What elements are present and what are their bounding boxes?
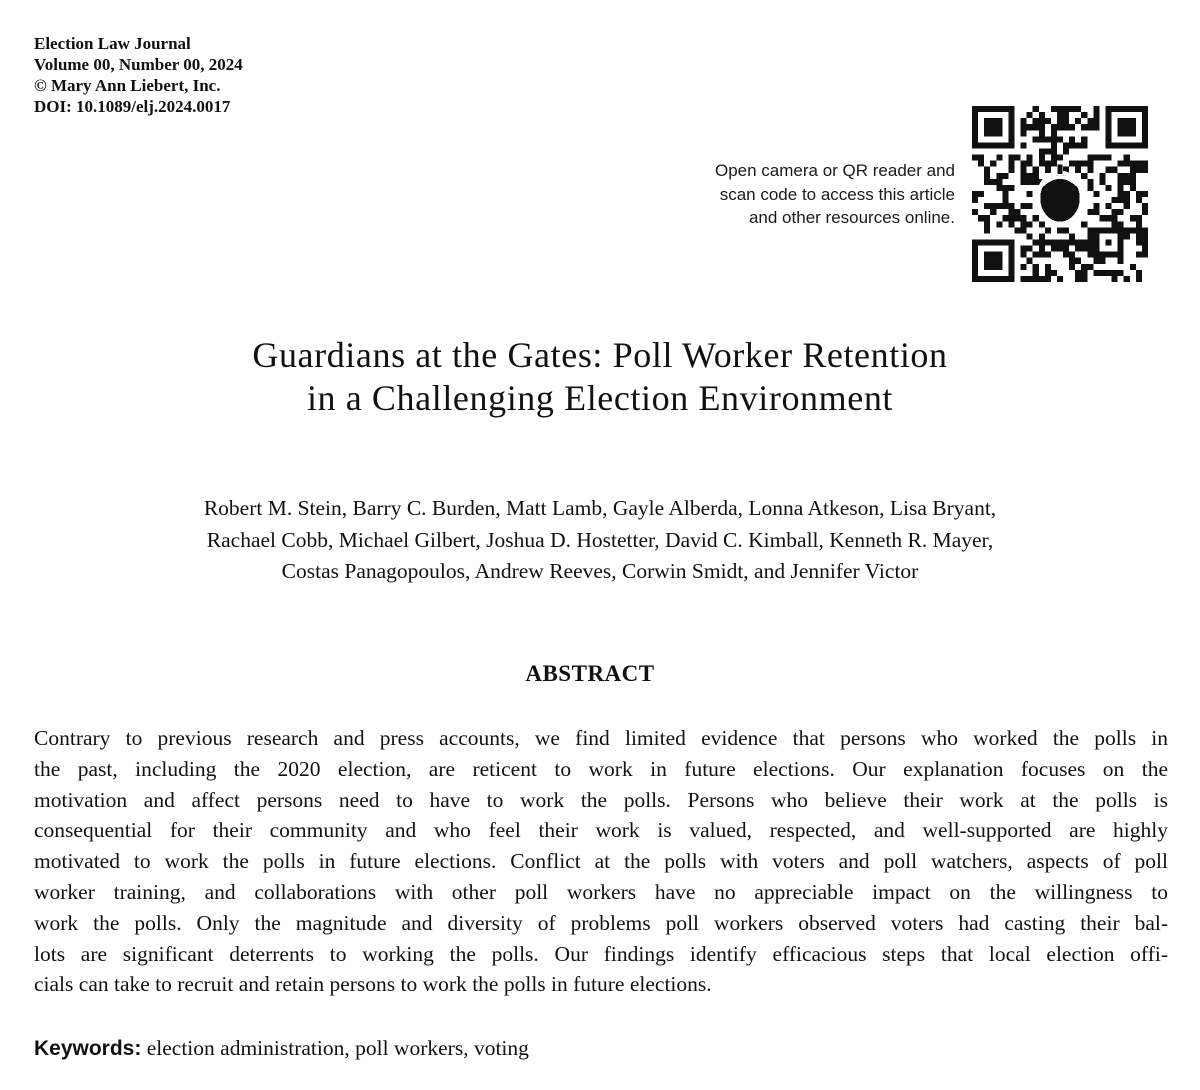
abstract-line: the past, including the 2020 election, are reticent to work in future elections. Our explanation focuses on the bbox=[34, 756, 1168, 781]
abstract-line: lots are significant deterrents to working the polls. Our findings identify efficacious steps that local election offi- bbox=[34, 941, 1168, 966]
journal-copyright: © Mary Ann Liebert, Inc. bbox=[34, 76, 221, 95]
abstract-line: work the polls. Only the magnitude and diversity of problems poll workers observed voters had casting their bal- bbox=[34, 910, 1168, 935]
keywords-label: Keywords: bbox=[34, 1037, 142, 1060]
keywords bbox=[34, 1036, 529, 1061]
keywords-value: election administration, poll workers, voting bbox=[146, 1036, 529, 1060]
qr-caption bbox=[635, 159, 955, 230]
journal-header bbox=[34, 33, 243, 117]
author-line: Rachael Cobb, Michael Gilbert, Joshua D. Hostetter, David C. Kimball, Kenneth R. Mayer, bbox=[206, 527, 994, 552]
journal-name: Election Law Journal bbox=[34, 34, 191, 53]
paper-title bbox=[0, 334, 1200, 420]
author-line: Robert M. Stein, Barry C. Burden, Matt Lamb, Gayle Alberda, Lonna Atkeson, Lisa Bryant, bbox=[203, 496, 997, 520]
qr-code-icon[interactable] bbox=[972, 106, 1148, 282]
qr-caption-line: scan code to access this article bbox=[719, 184, 955, 204]
abstract-line: worker training, and collaborations with other poll workers have no appreciable impact on the willingness to bbox=[34, 879, 1168, 904]
qr-caption-line: and other resources online. bbox=[748, 208, 955, 227]
abstract-line: consequential for their community and who feel their work is valued, respected, and well-supported are highly bbox=[34, 818, 1168, 843]
qr-caption-line: Open camera or QR reader and bbox=[714, 161, 955, 180]
author-list bbox=[0, 493, 1200, 588]
abstract-heading: ABSTRACT bbox=[525, 661, 655, 686]
abstract-line: cials can take to recruit and retain persons to work the polls in future elections. bbox=[34, 972, 712, 997]
abstract-line: Contrary to previous research and press accounts, we find limited evidence that persons who worked the polls in bbox=[34, 726, 1168, 750]
abstract-body bbox=[34, 723, 1168, 1000]
author-line: Costas Panagopoulos, Andrew Reeves, Corwin Smidt, and Jennifer Victor bbox=[281, 559, 919, 583]
journal-volume: Volume 00, Number 00, 2024 bbox=[34, 55, 243, 74]
journal-doi[interactable]: DOI: 10.1089/elj.2024.0017 bbox=[34, 97, 231, 116]
title-line: Guardians at the Gates: Poll Worker Retention bbox=[252, 335, 948, 375]
abstract-line: motivation and affect persons need to have to work the polls. Persons who believe their work at the polls is bbox=[34, 787, 1168, 812]
title-line: in a Challenging Election Environment bbox=[306, 378, 894, 418]
abstract-line: motivated to work the polls in future elections. Conflict at the polls with voters and poll watchers, aspects of poll bbox=[34, 849, 1168, 874]
